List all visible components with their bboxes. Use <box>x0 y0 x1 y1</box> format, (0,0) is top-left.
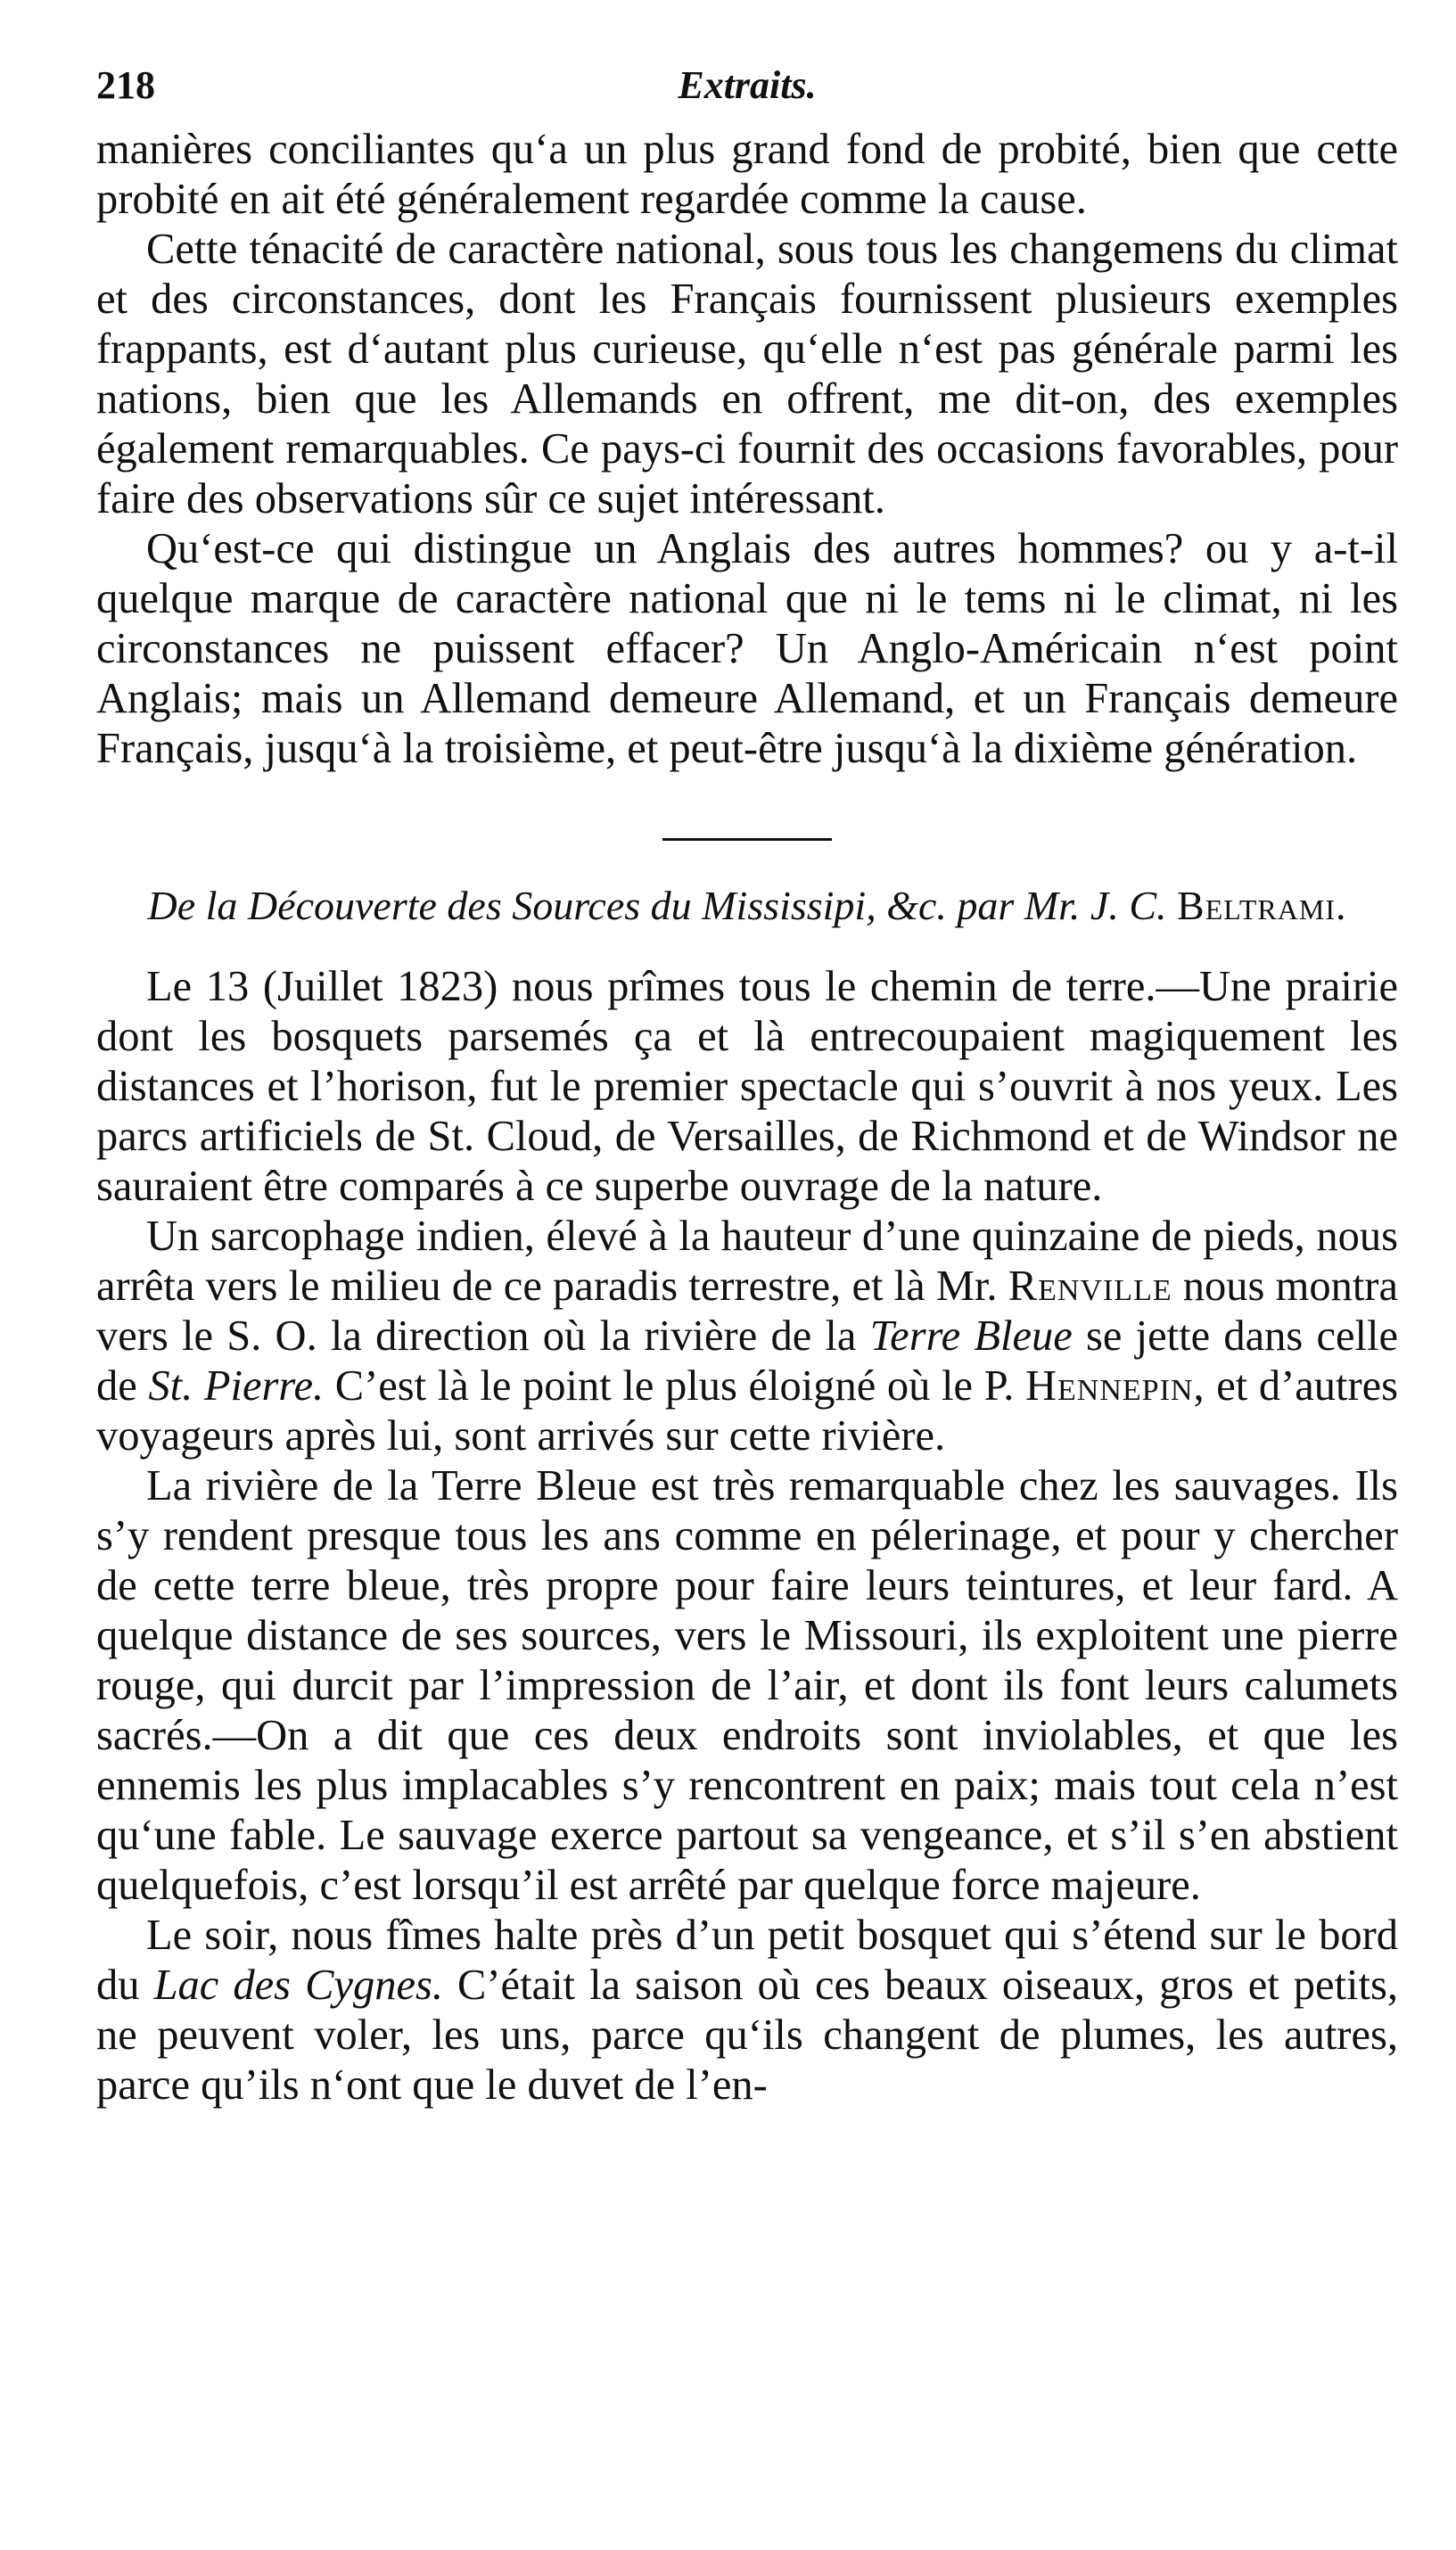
text-run: C’est là le point le plus éloigné où le P. <box>334 1362 1015 1410</box>
excerpt-previous <box>96 125 1398 774</box>
text-run: nous montra vers le S. O. la direction où la rivière de la <box>96 1263 1398 1360</box>
paragraph: Le 13 (Juillet 1823) nous prîmes tous le chemin de terre.—Une prairie dont les bosquets parsemés ça et là entrecoupaient magiquement les distances et l’horison, fut le premier spectacle qui s’ouvrit à nos yeux. Les parcs artificiels de St. Cloud, de Versailles, de Richmond et de Windsor ne sauraient être comparés à ce superbe ouvrage de la nature. <box>96 963 1398 1210</box>
paragraph <box>96 1212 1398 1461</box>
place-st-pierre: St. Pierre. <box>148 1362 325 1410</box>
text-run: se jette dans celle de <box>96 1312 1398 1410</box>
section-divider <box>662 838 832 841</box>
article-body <box>96 962 1398 2110</box>
paragraph: La rivière de la Terre Bleue est très remarquable chez les sauvages. Ils s’y rendent presque tous les ans comme en pélerinage, et pour y chercher de cette terre bleue, très propre pour faire leurs teintures, et leur fard. A quelque distance de ses sources, vers le Missouri, ils exploitent une pierre rouge, qui durcit par l’impression de l’air, et dont ils font leurs calumets sacrés.—On a dit que ces deux endroits sont inviolables, et que les ennemis les plus implacables s’y rencontrent en paix; mais tout cela n’est qu‘une fable. Le sauvage exerce partout sa vengeance, et s’il s’en abstient quelquefois, c’est lorsqu’il est arrêté par quelque force majeure. <box>96 1462 1398 1909</box>
running-head: Extraits. <box>678 63 817 107</box>
page-number: 218 <box>96 63 155 107</box>
article-author: Beltrami. <box>1177 883 1347 928</box>
paragraph: manières conciliantes qu‘a un plus grand fond de probité, bien que cette probité en ait été généralement regardée comme la cause. <box>96 126 1398 223</box>
text-run: et d’autres voyageurs après lui, sont arrivés sur cette rivière. <box>96 1362 1399 1460</box>
text-run: C’était la saison où ces beaux oiseaux, gros et petits, ne peuvent voler, les uns, parce qu‘ils changent de plumes, les autres, parce qu’ils n‘ont que le duvet de l’en- <box>96 1962 1399 2109</box>
place-lac-des-cygnes: Lac des Cygnes. <box>153 1962 443 2009</box>
name-renville: Renville <box>1008 1263 1172 1310</box>
text-run: Un sarcophage indien, élevé à la hauteur d’une quinzaine de pieds, nous arrêta vers le milieu de ce paradis terrestre, et là Mr. <box>96 1213 1398 1310</box>
paragraph: Cette ténacité de caractère national, sous tous les changemens du climat et des circonstances, dont les Français fournissent plusieurs exemples frappants, est d‘autant plus curieuse, qu‘elle n‘est pas générale parmi les nations, bien que les Allemands en offrent, me dit-on, des exemples également remarquables. Ce pays-ci fournit des occasions favorables, pour faire des observations sûr ce sujet intéressant. <box>96 226 1398 522</box>
name-hennepin: Hennepin, <box>1024 1362 1205 1410</box>
text-run: Le soir, nous fîmes halte près d’un petit bosquet qui s’étend sur le bord du <box>96 1912 1398 2009</box>
article-title-text: De la Découverte des Sources du Mississipi, &c. par Mr. J. C. <box>147 883 1167 928</box>
article-title <box>96 880 1398 932</box>
paragraph: Qu‘est-ce qui distingue un Anglais des autres hommes? ou y a-t-il quelque marque de caractère national que ni le tems ni le climat, ni les circonstances ne puissent effacer? Un Anglo-Américain n‘est point Anglais; mais un Allemand demeure Allemand, et un Français demeure Français, jusqu‘à la troisième, et peut-être jusqu‘à la dixième génération. <box>96 525 1398 772</box>
place-terre-bleue: Terre Bleue <box>869 1312 1073 1360</box>
book-page <box>96 62 1398 2110</box>
page-header <box>96 62 1398 125</box>
paragraph <box>96 1911 1398 2110</box>
